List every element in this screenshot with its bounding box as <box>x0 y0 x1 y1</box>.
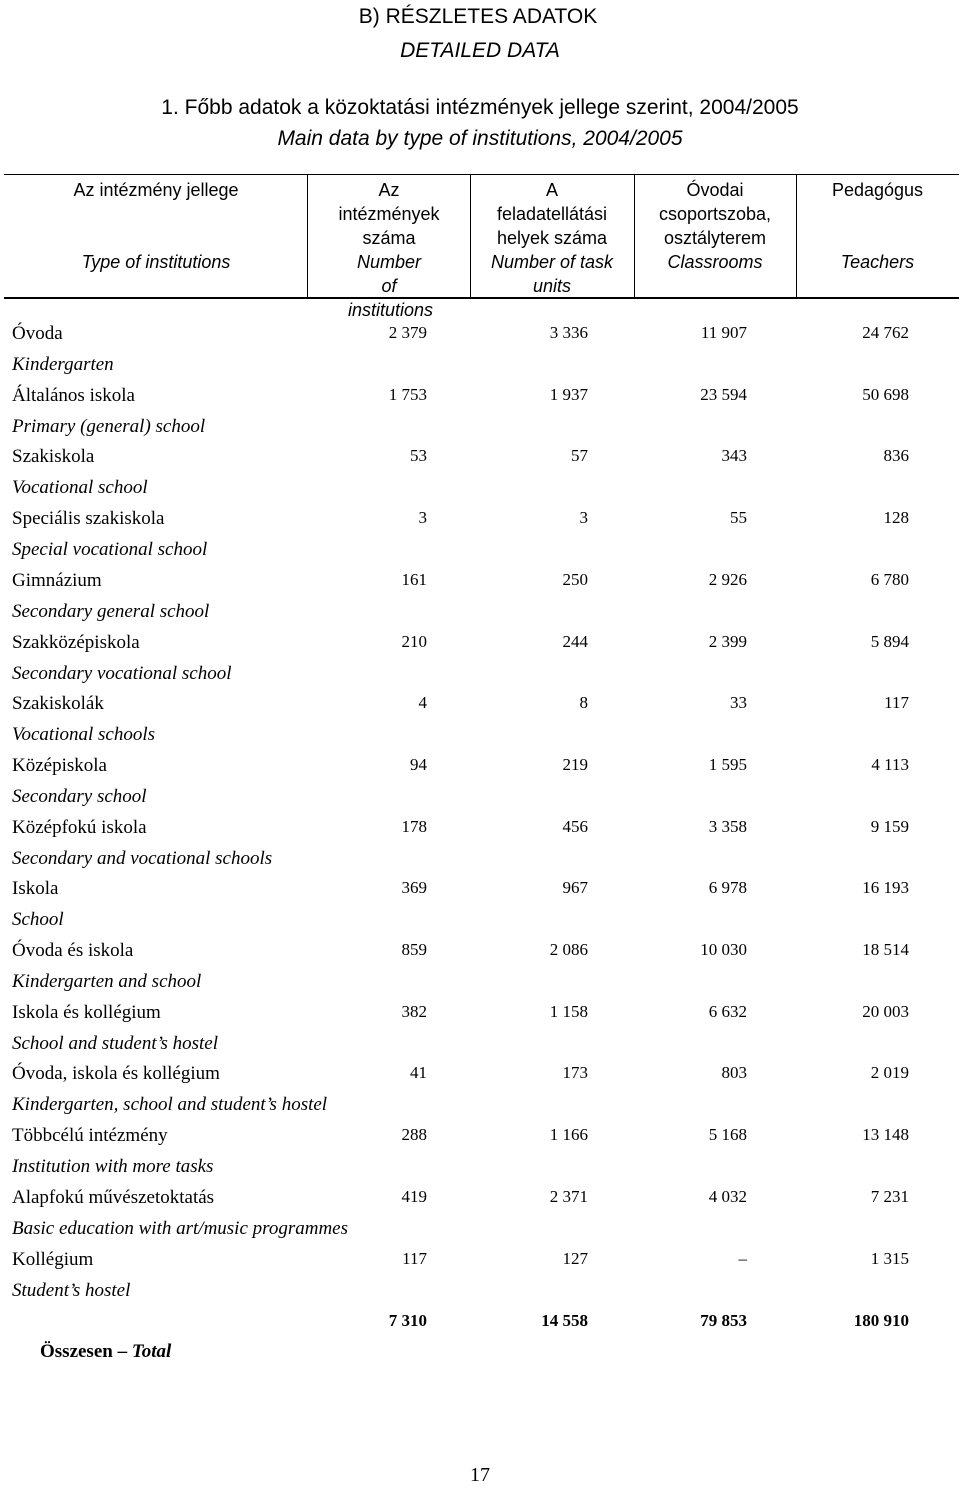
header-task-units <box>470 175 634 297</box>
cell-teachers: 18 514 <box>862 940 909 959</box>
cell-teachers: 50 698 <box>862 384 909 404</box>
row-label-en: Institution with more tasks <box>12 1156 214 1178</box>
cell-classrooms: 2 399 <box>708 631 747 651</box>
header-teachers-en: Teachers <box>840 252 915 272</box>
table-row <box>0 631 960 693</box>
row-label-hu: Iskola és kollégium <box>12 1001 161 1023</box>
header-classrooms <box>634 175 796 297</box>
table-row <box>0 1124 960 1186</box>
cell-institutions: 178 <box>401 816 427 836</box>
cell-classrooms: 1 595 <box>708 754 747 774</box>
total-label-hu: Összesen – <box>40 1341 128 1362</box>
row-label-en: Special vocational school <box>12 539 208 561</box>
row-label-hu: Általános iskola <box>12 384 135 406</box>
cell-classrooms: 343 <box>721 446 747 466</box>
total-institutions: 7 310 <box>388 1311 427 1330</box>
total-label-en: Total <box>131 1341 172 1362</box>
cell-classrooms: 11 907 <box>700 323 747 342</box>
header-type-en: Type of institutions <box>81 252 231 272</box>
row-label-en: Student’s hostel <box>12 1279 131 1301</box>
cell-task-units: 1 937 <box>549 384 588 404</box>
row-label-en: Kindergarten <box>12 354 114 375</box>
cell-institutions: 3 <box>418 508 427 528</box>
page-number: 17 <box>470 1464 490 1486</box>
header-institutions-en: Number of institutions <box>348 252 434 320</box>
cell-task-units: 244 <box>562 631 588 651</box>
row-label-en: Secondary vocational school <box>12 662 232 684</box>
header-classrooms-hu: Óvodai csoportszoba, osztályterem <box>658 180 772 248</box>
cell-classrooms: 6 978 <box>708 878 747 898</box>
row-label-hu: Középfokú iskola <box>12 816 147 838</box>
cell-classrooms: 55 <box>730 508 747 528</box>
table-row <box>0 692 960 754</box>
row-label-hu: Óvoda és iskola <box>12 940 134 961</box>
cell-teachers: 1 315 <box>870 1248 909 1268</box>
table-title-en: Main data by type of institutions, 2004/2005 <box>277 127 683 150</box>
cell-institutions: 859 <box>401 940 427 959</box>
row-label-en: School and student’s hostel <box>12 1032 219 1054</box>
cell-teachers: 20 003 <box>862 1001 909 1021</box>
header-task-units-hu: A feladatellátási helyek száma <box>496 180 608 248</box>
cell-classrooms: 10 030 <box>700 940 747 959</box>
table-row <box>0 816 960 878</box>
row-label-hu: Többcélú intézmény <box>12 1125 168 1147</box>
cell-classrooms: 803 <box>721 1063 747 1083</box>
section-title-en: DETAILED DATA <box>400 39 560 62</box>
cell-task-units: 8 <box>579 693 588 713</box>
row-label-hu: Szakközépiskola <box>12 631 140 653</box>
cell-classrooms: 2 926 <box>708 569 747 589</box>
row-label-en: Secondary school <box>12 785 147 807</box>
cell-task-units: 2 371 <box>549 1186 588 1206</box>
cell-task-units: 456 <box>562 816 588 836</box>
header-task-units-en: Number of task units <box>490 252 614 296</box>
header-institutions <box>308 175 470 320</box>
total-task-units: 14 558 <box>541 1311 588 1330</box>
row-label-en: Kindergarten, school and student’s hostel <box>12 1094 328 1116</box>
cell-task-units: 219 <box>562 754 588 774</box>
header-institutions-hu: Az intézmények száma <box>338 180 440 248</box>
row-label-hu: Középiskola <box>12 754 107 776</box>
table-row <box>0 507 960 569</box>
header-type-hu: Az intézmény jellege <box>73 180 239 200</box>
cell-classrooms: 33 <box>730 693 747 713</box>
row-label-hu: Szakiskolák <box>12 693 104 715</box>
header-teachers-hu: Pedagógus <box>831 180 924 200</box>
total-classrooms: 79 853 <box>700 1311 747 1330</box>
cell-task-units: 967 <box>562 878 588 898</box>
table-row <box>0 877 960 939</box>
cell-task-units: 1 166 <box>549 1125 588 1145</box>
cell-institutions: 288 <box>401 1125 427 1145</box>
cell-task-units: 3 <box>579 508 588 528</box>
section-title-hu: B) RÉSZLETES ADATOK <box>358 5 598 28</box>
cell-institutions: 53 <box>410 446 427 466</box>
cell-task-units: 250 <box>562 569 588 589</box>
cell-institutions: 94 <box>410 754 427 774</box>
row-label-en: Vocational schools <box>12 724 156 746</box>
table-row <box>0 939 960 1001</box>
row-label-en: Primary (general) school <box>12 415 206 437</box>
header-type <box>4 175 308 297</box>
cell-institutions: 419 <box>401 1186 427 1206</box>
cell-institutions: 161 <box>401 569 427 589</box>
cell-institutions: 210 <box>401 631 427 651</box>
header-classrooms-en: Classrooms <box>667 252 763 272</box>
cell-teachers: 5 894 <box>870 631 909 651</box>
row-label-hu: Alapfokú művészetoktatás <box>12 1186 215 1208</box>
table-row <box>0 754 960 816</box>
row-label-en: School <box>12 909 64 931</box>
total-teachers: 180 910 <box>853 1311 909 1330</box>
table-row <box>0 322 960 384</box>
row-label-en: Secondary and vocational schools <box>12 847 273 869</box>
table-row <box>0 1186 960 1248</box>
cell-teachers: 13 148 <box>862 1125 909 1145</box>
table-row <box>0 569 960 631</box>
cell-teachers: 128 <box>883 508 909 528</box>
cell-teachers: 117 <box>884 693 909 713</box>
table-header <box>4 174 959 320</box>
cell-classrooms: 5 168 <box>708 1125 747 1145</box>
cell-teachers: 7 231 <box>870 1186 909 1206</box>
table-title-hu: 1. Főbb adatok a közoktatási intézmények jellege szerint, 2004/2005 <box>161 96 799 119</box>
cell-institutions: 369 <box>401 878 427 898</box>
cell-institutions: 4 <box>418 693 427 713</box>
row-label-en: Kindergarten and school <box>12 971 202 992</box>
table-row <box>0 445 960 507</box>
cell-teachers: 24 762 <box>862 323 909 342</box>
total-label <box>40 1340 171 1364</box>
cell-teachers: 16 193 <box>862 878 909 898</box>
cell-classrooms: 3 358 <box>708 816 747 836</box>
cell-institutions: 2 379 <box>388 323 427 342</box>
header-teachers <box>796 175 959 297</box>
cell-teachers: 836 <box>883 446 909 466</box>
cell-teachers: 6 780 <box>870 569 909 589</box>
cell-task-units: 2 086 <box>549 940 588 959</box>
row-label-hu: Speciális szakiskola <box>12 508 165 530</box>
cell-teachers: 2 019 <box>870 1063 909 1083</box>
row-label-hu: Óvoda <box>12 323 63 344</box>
row-label-hu: Gimnázium <box>12 569 102 591</box>
table-row <box>0 1062 960 1124</box>
table-row <box>0 384 960 446</box>
cell-institutions: 382 <box>401 1001 427 1021</box>
cell-task-units: 3 336 <box>549 323 588 342</box>
cell-institutions: 117 <box>402 1248 427 1268</box>
cell-classrooms: – <box>738 1248 747 1268</box>
row-label-hu: Kollégium <box>12 1248 94 1270</box>
row-label-en: Secondary general school <box>12 600 210 622</box>
row-label-en: Basic education with art/music programmes <box>12 1217 348 1239</box>
row-label-hu: Szakiskola <box>12 446 95 468</box>
row-label-hu: Iskola <box>12 878 59 900</box>
cell-task-units: 1 158 <box>549 1001 588 1021</box>
cell-classrooms: 23 594 <box>700 384 747 404</box>
table-row <box>0 1248 960 1310</box>
cell-teachers: 9 159 <box>870 816 909 836</box>
table-row <box>0 1001 960 1063</box>
row-label-hu: Óvoda, iskola és kollégium <box>12 1063 220 1085</box>
cell-classrooms: 6 632 <box>708 1001 747 1021</box>
cell-institutions: 1 753 <box>388 384 427 404</box>
cell-institutions: 41 <box>410 1063 427 1083</box>
cell-task-units: 127 <box>562 1248 588 1268</box>
cell-task-units: 57 <box>571 446 588 466</box>
cell-classrooms: 4 032 <box>708 1186 747 1206</box>
cell-task-units: 173 <box>562 1063 588 1083</box>
row-label-en: Vocational school <box>12 477 148 499</box>
cell-teachers: 4 113 <box>871 754 909 774</box>
